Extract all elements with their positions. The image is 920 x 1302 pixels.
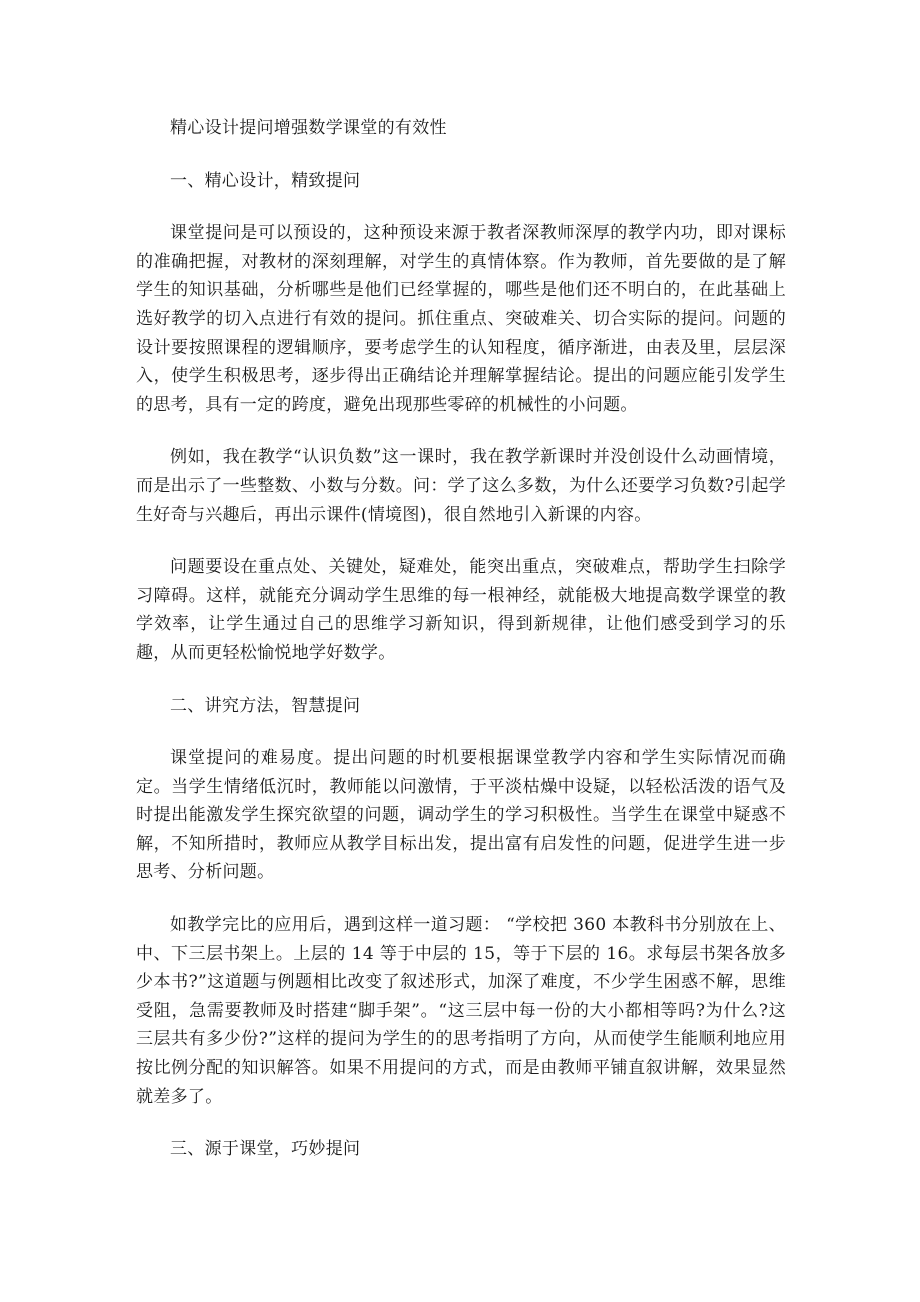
paragraph-2-2: 如教学完比的应用后，遇到这样一道习题： “学校把 360 本教科书分别放在上、中、下三层书架上。上层的 14 等于中层的 15，等于下层的 16。求每层书架各放多少本书?”这道题与例题相比改变了叙述形式，加深了难度，不少学生困惑不解，思维受阻，急需要教师及时搭建“脚手架”。“这三层中每一份的大小都相等吗?为什么?这三层共有多少份?”这样的提问为学生的的思考指明了方向，从而使学生能顺利地应用按比例分配的知识解答。如果不用提问的方式，而是由教师平铺直叙讲解，效果显然就差多了。 <box>136 915 786 1107</box>
paragraph-1-2: 例如，我在教学“认识负数”这一课时，我在教学新课时并没创设什么动画情境，而是出示了一些整数、小数与分数。问：学了这么多数，为什么还要学习负数?引起学生好奇与兴趣后，再出示课件(情境图)，很自然地引入新课的内容。 <box>136 447 786 525</box>
section-heading-3: 三、源于课堂，巧妙提问 <box>170 1139 361 1160</box>
paragraph-1-3: 问题要设在重点处、关键处，疑难处，能突出重点，突破难点，帮助学生扫除学习障碍。这样，就能充分调动学生思维的每一根神经，就能极大地提高数学课堂的教学效率，让学生通过自己的思维学习新知识，得到新规律，让他们感受到学习的乐趣，从而更轻松愉悦地学好数学。 <box>136 557 786 663</box>
document-body <box>136 114 786 1188</box>
section-heading-2: 二、讲究方法，智慧提问 <box>170 695 361 716</box>
section-heading-1: 一、精心设计，精致提问 <box>170 170 361 191</box>
paragraph-1-1: 课堂提问是可以预设的，这种预设来源于教者深教师深厚的教学内功，即对课标的准确把握，对教材的深刻理解，对学生的真情体察。作为教师，首先要做的是了解学生的知识基础，分析哪些是他们已经掌握的，哪些是他们还不明白的，在此基础上选好教学的切入点进行有效的提问。抓住重点、突破难关、切合实际的提问。问题的设计要按照课程的逻辑顺序，要考虑学生的认知程度，循序渐进，由表及里，层层深入，使学生积极思考，逐步得出正确结论并理解掌握结论。提出的问题应能引发学生的思考，具有一定的跨度，避免出现那些零碎的机械性的小问题。 <box>136 223 786 415</box>
document-title: 精心设计提问增强数学课堂的有效性 <box>170 118 447 138</box>
paragraph-2-1: 课堂提问的难易度。提出问题的时机要根据课堂教学内容和学生实际情况而确定。当学生情绪低沉时，教师能以问激情，于平淡枯燥中设疑，以轻松活泼的语气及时提出能激发学生探究欲望的问题，调动学生的学习积极性。当学生在课堂中疑惑不解，不知所措时，教师应从教学目标出发，提出富有启发性的问题，促进学生进一步思考、分析问题。 <box>136 748 786 883</box>
